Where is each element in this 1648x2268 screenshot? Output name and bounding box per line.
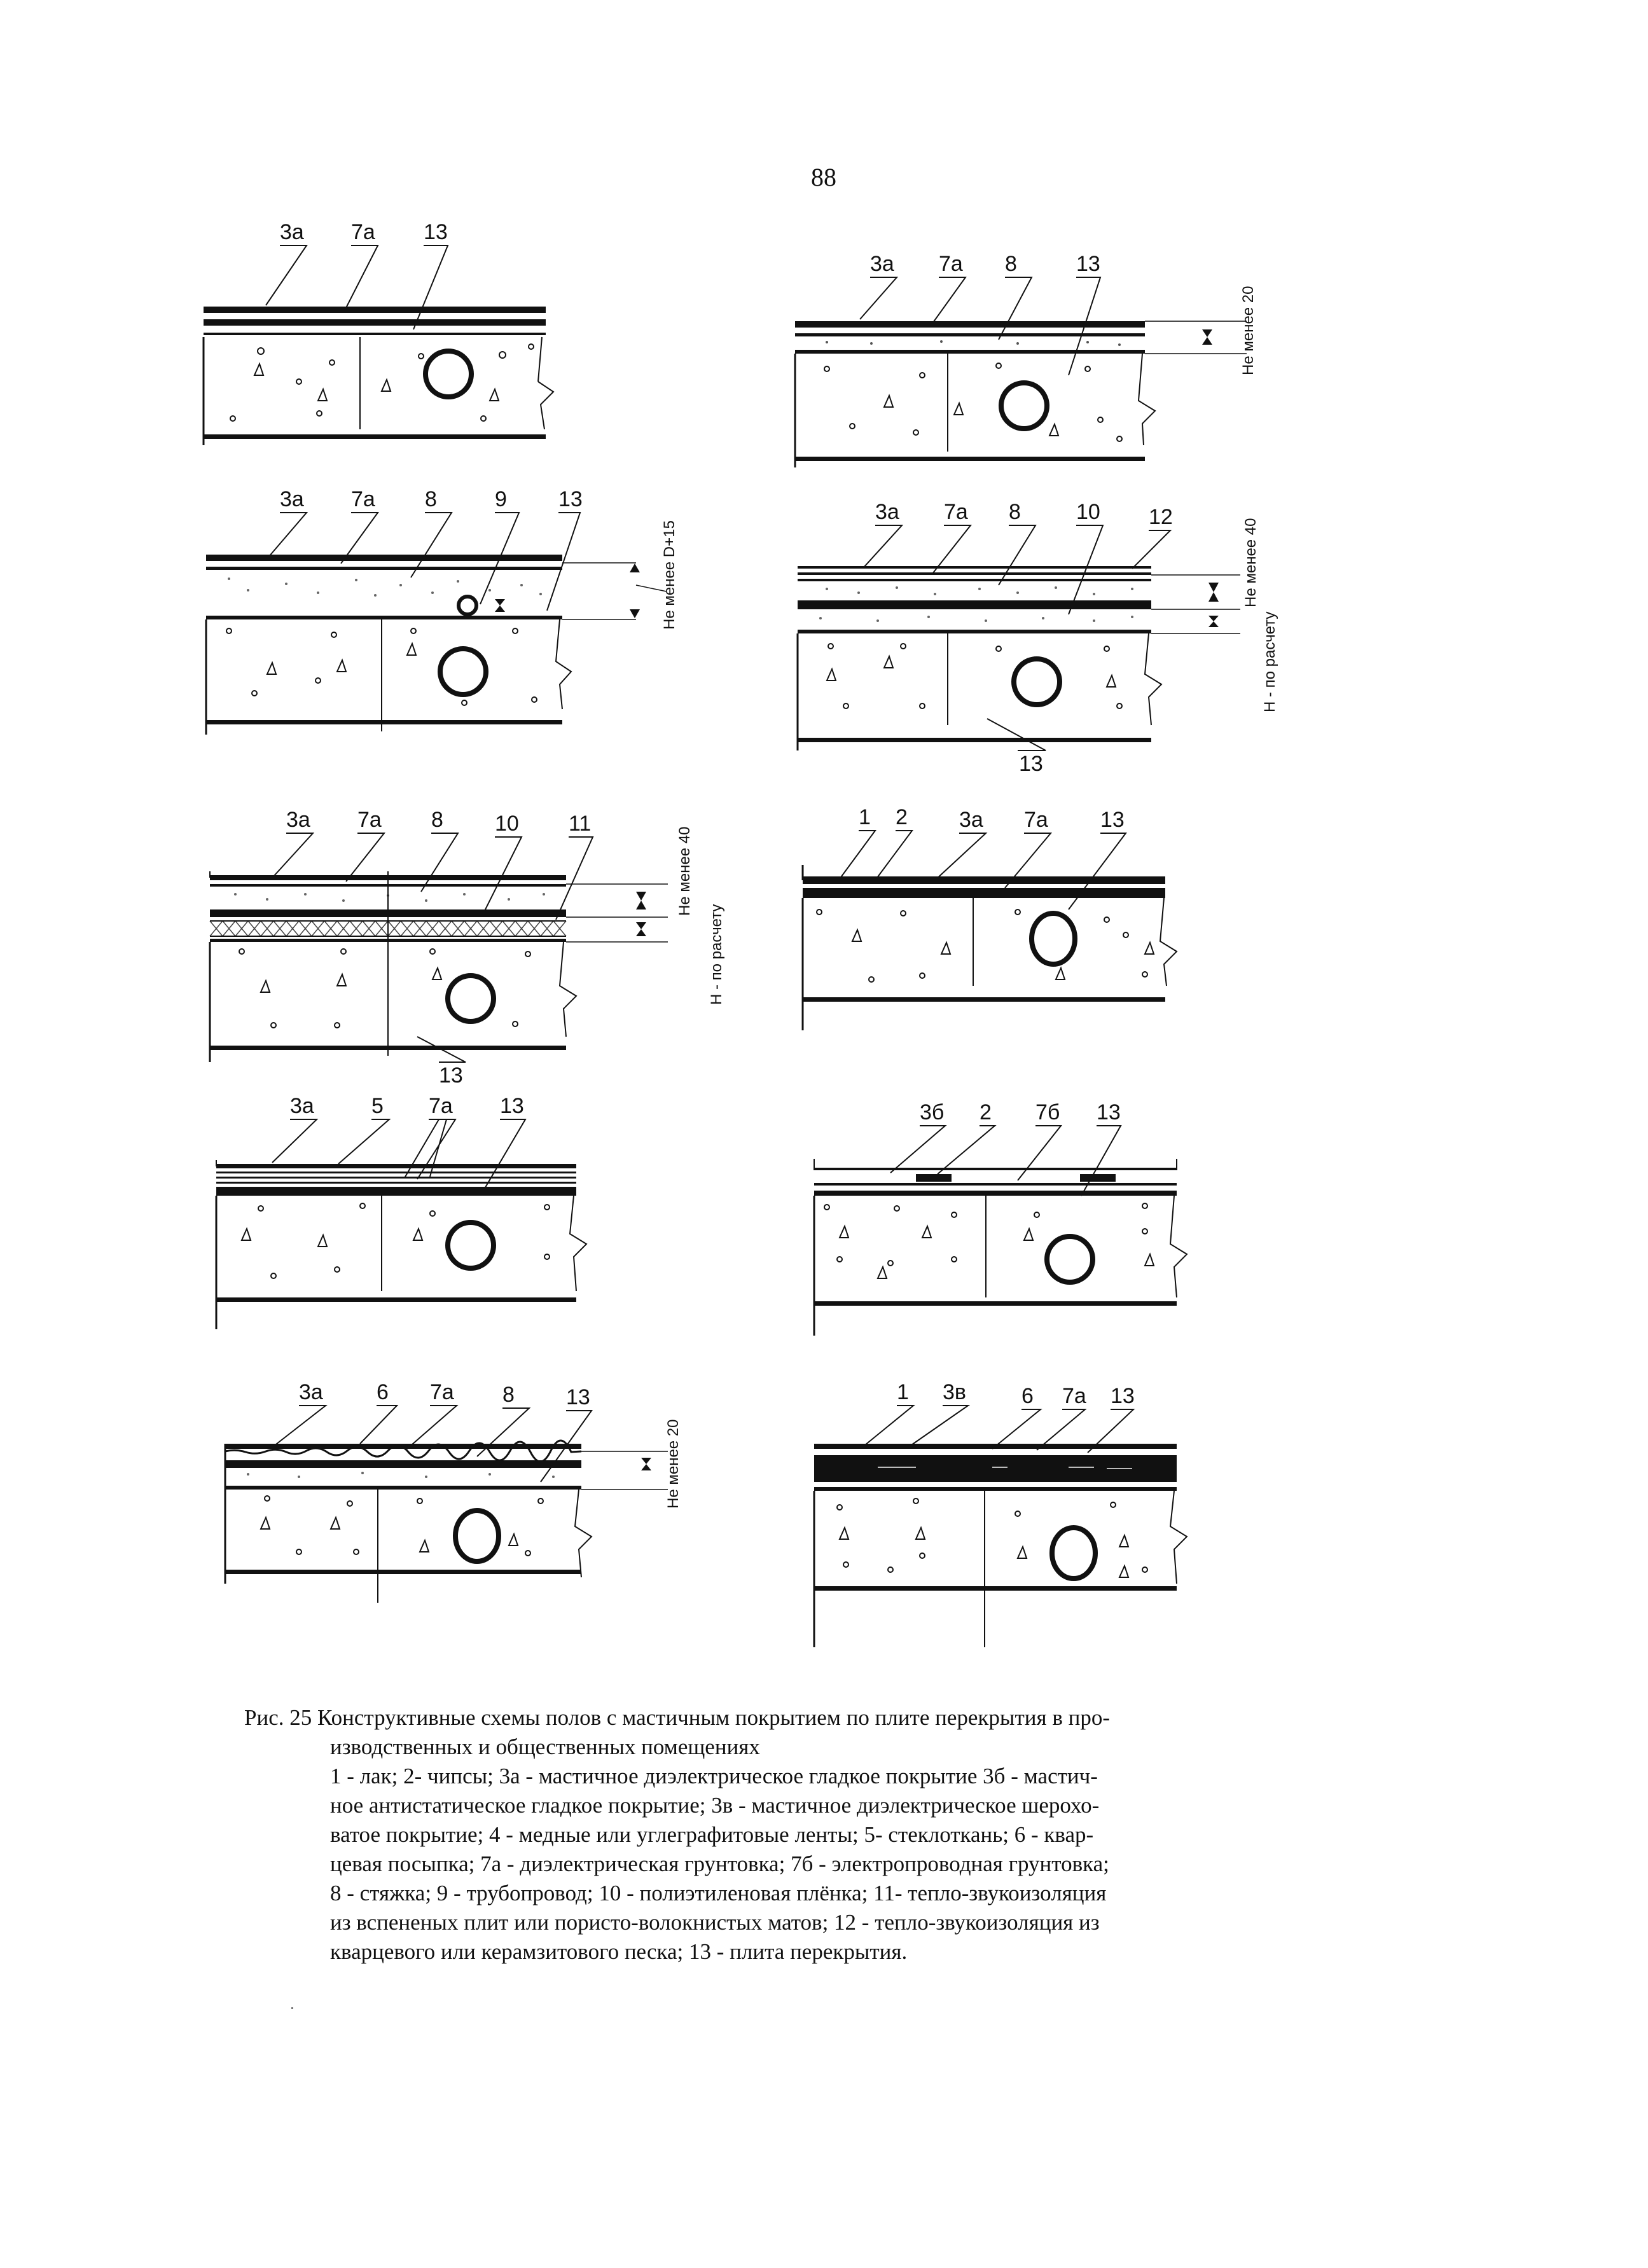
- pipe-icon: [426, 351, 471, 397]
- floor-diagram-10: [801, 1367, 1221, 1673]
- callout-label: 8: [1009, 500, 1021, 524]
- callout-label: 7а: [939, 252, 963, 276]
- callout-label: 3а: [299, 1380, 323, 1404]
- callout-label: 13: [500, 1094, 524, 1118]
- dimension-label: Не менее 20: [665, 1419, 682, 1509]
- callout-label: 13: [1019, 752, 1043, 776]
- callout-label: 7а: [1062, 1384, 1086, 1408]
- callout-label: 3а: [280, 220, 304, 244]
- floor-diagram-6: [789, 795, 1208, 1049]
- callout-label: 1: [897, 1380, 909, 1404]
- callout-label: 2: [980, 1100, 992, 1124]
- dimension-label: Не менее D+15: [661, 520, 678, 630]
- callout-label: 5: [371, 1094, 384, 1118]
- callout-label: 1: [859, 805, 871, 829]
- floor-diagram-5: [191, 795, 763, 1094]
- caption-legend-line: цевая посыпка; 7а - диэлектрическая грунтовка; 7б - электропроводная грунтовка;: [330, 1851, 1109, 1876]
- callout-label: 8: [431, 808, 443, 832]
- callout-label: 13: [558, 487, 583, 511]
- small-pipe-icon: [459, 597, 476, 614]
- callout-label: 6: [377, 1380, 389, 1404]
- callout-label: 7а: [357, 808, 382, 832]
- caption-legend-line: ватое покрытие; 4 - медные или углеграфитовые ленты; 5- стеклоткань; 6 - квар-: [330, 1822, 1094, 1847]
- callout-label: 9: [495, 487, 507, 511]
- pipe-icon: [455, 1511, 499, 1561]
- pipe-icon: [448, 1222, 494, 1268]
- callout-label: 13: [1097, 1100, 1121, 1124]
- callout-label: 10: [1076, 500, 1100, 524]
- pipe-icon: [440, 649, 486, 695]
- floor-diagram-9: [210, 1361, 731, 1641]
- floor-diagram-1: [184, 216, 592, 483]
- floor-diagram-4: [789, 496, 1348, 782]
- caption-legend-line: 8 - стяжка; 9 - трубопровод; 10 - полиэтиленовая плёнка; 11- тепло-звукоизоляция: [330, 1881, 1107, 1905]
- pipe-icon: [1047, 1236, 1093, 1282]
- floor-diagram-7: [204, 1081, 623, 1348]
- callout-label: 13: [1076, 252, 1100, 276]
- callout-label: 12: [1149, 505, 1173, 529]
- floor-diagram-3: [191, 483, 712, 750]
- pipe-icon: [1014, 659, 1060, 705]
- callout-label: 2: [896, 805, 908, 829]
- floor-diagram-2: [789, 248, 1310, 490]
- caption-title-continued: изводственных и общественных помещениях: [330, 1734, 760, 1759]
- scan-speck: [291, 2007, 293, 2009]
- callout-label: 7а: [1024, 808, 1048, 832]
- callout-label: 13: [566, 1385, 590, 1409]
- figure-caption: [244, 1703, 1262, 1967]
- callout-label: 13: [1100, 808, 1125, 832]
- callout-label: 7а: [429, 1094, 453, 1118]
- caption-legend-line: 1 - лак; 2- чипсы; 3а - мастичное диэлектрическое гладкое покрытие 3б - мастич-: [330, 1764, 1098, 1788]
- callout-label: 3а: [280, 487, 304, 511]
- pipe-icon: [1001, 383, 1047, 429]
- dimension-label: Н - по расчету: [1261, 611, 1278, 712]
- callout-label: 3в: [943, 1380, 966, 1404]
- callout-label: 11: [569, 812, 592, 836]
- callout-label: 3а: [959, 808, 983, 832]
- callout-label: 7а: [351, 487, 375, 511]
- callout-label: 10: [495, 812, 519, 836]
- callout-label: 3б: [920, 1100, 945, 1124]
- caption-legend-line: из вспененых плит или пористо-волокнистых матов; 12 - тепло-звукоизоляция из: [330, 1910, 1100, 1935]
- pipe-icon: [448, 976, 494, 1021]
- dimension-label: Не менее 40: [1242, 518, 1259, 607]
- callout-label: 7б: [1035, 1100, 1060, 1124]
- page-number: 88: [811, 163, 836, 191]
- callout-label: 13: [439, 1063, 463, 1088]
- callout-label: 8: [1005, 252, 1017, 276]
- caption-title: Рис. 25 Конструктивные схемы полов с мастичным покрытием по плите перекрытия в про-: [244, 1705, 1110, 1730]
- callout-label: 8: [425, 487, 437, 511]
- callout-label: 3а: [286, 808, 310, 832]
- dimension-label: Н - по расчету: [708, 904, 725, 1005]
- caption-legend-line: ное антистатическое гладкое покрытие; 3в - мастичное диэлектрическое шерохо-: [330, 1793, 1100, 1818]
- callout-label: 13: [424, 220, 448, 244]
- callout-label: 3а: [290, 1094, 314, 1118]
- pipe-icon: [1052, 1528, 1095, 1579]
- dimension-label: Не менее 40: [676, 826, 693, 916]
- chips-mark: [1080, 1174, 1116, 1182]
- callout-label: 13: [1111, 1384, 1135, 1408]
- callout-label: 7а: [944, 500, 968, 524]
- callout-label: 6: [1021, 1384, 1034, 1408]
- callout-label: 8: [502, 1383, 515, 1407]
- callout-label: 3а: [870, 252, 894, 276]
- chips-mark: [916, 1174, 952, 1182]
- callout-label: 7а: [351, 220, 375, 244]
- floor-diagram-8: [801, 1094, 1221, 1348]
- callout-label: 3а: [875, 500, 899, 524]
- caption-legend-line: кварцевого или керамзитового песка; 13 - плита перекрытия.: [330, 1939, 908, 1964]
- dimension-label: Не менее 20: [1240, 286, 1257, 375]
- pipe-icon: [1032, 913, 1075, 964]
- callout-label: 7а: [430, 1380, 454, 1404]
